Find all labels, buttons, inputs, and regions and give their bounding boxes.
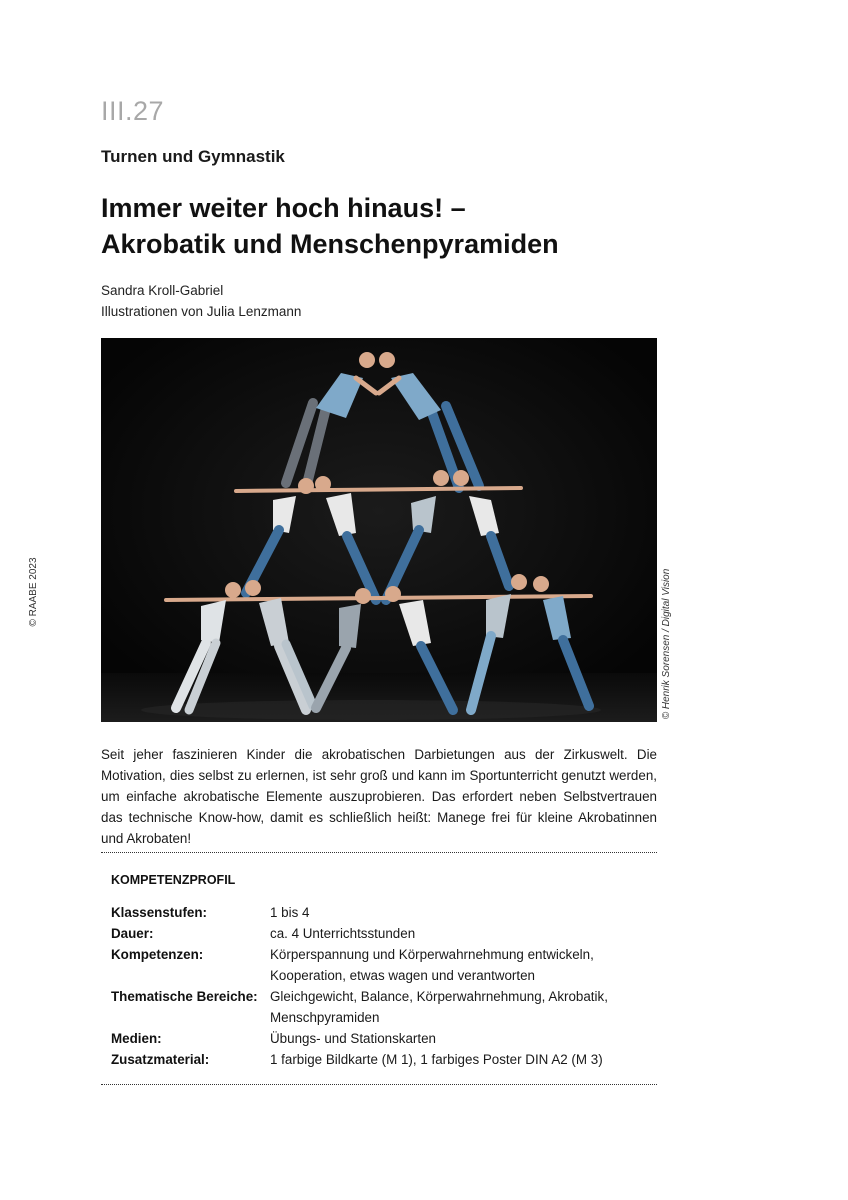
profile-value: Gleichgewicht, Balance, Körperwahrnehmung, Akrobatik, Menschpyramiden [270,989,608,1025]
author-name: Sandra Kroll-Gabriel [101,283,224,298]
profile-value: 1 bis 4 [270,905,310,920]
profile-value: 1 farbige Bildkarte (M 1), 1 farbiges Poster DIN A2 (M 3) [270,1052,603,1067]
pyramid-illustration [101,338,657,722]
profile-value: ca. 4 Unterrichtsstunden [270,926,416,941]
profile-value: Übungs- und Stationskarten [270,1031,436,1046]
illustrator-credit: Illustrationen von Julia Lenzmann [101,304,302,319]
acrobat-pyramid-photo [101,338,657,722]
author-block [101,280,301,322]
intro-paragraph: Seit jeher faszinieren Kinder die akrobatischen Darbietungen aus der Zirkuswelt. Die Motivation, dies selbst zu erlernen, ist sehr groß und kann im Sportunterricht genutzt werden, um einfache akrobatische Elemente auszuprobieren. Das erfordert neben Selbstvertrauen das technische Know-how, damit es schließlich heißt: Manege frei für kleine Akrobatinnen und Akrobaten! [101,747,657,846]
competence-profile [111,902,651,1070]
profile-label: Medien: [111,1031,162,1046]
profile-row-topics [111,986,651,1028]
subject-heading: Turnen und Gymnastik [101,147,285,166]
page-title [101,190,559,262]
profile-heading: KOMPETENZPROFIL [111,873,236,887]
profile-row-extra-material [111,1049,651,1070]
profile-row-media [111,1028,651,1049]
profile-row-competences [111,944,651,986]
title-line-1: Immer weiter hoch hinaus! – [101,193,466,223]
profile-row-duration [111,923,651,944]
profile-row-grades [111,902,651,923]
profile-label: Zusatzmaterial: [111,1052,210,1067]
chapter-code: III.27 [101,96,165,126]
side-copyright: © RAABE 2023 [28,557,39,627]
divider-bottom [101,1084,657,1085]
photo-credit: © Henrik Sorensen / Digital Vision [661,568,672,720]
profile-label: Thematische Bereiche: [111,989,258,1004]
title-line-2: Akrobatik und Menschenpyramiden [101,229,559,259]
divider-top [101,852,657,853]
profile-value: Körperspannung und Körperwahrnehmung entwickeln, Kooperation, etwas wagen und verantworten [270,947,594,983]
profile-label: Klassenstufen: [111,905,207,920]
profile-label: Dauer: [111,926,154,941]
profile-label: Kompetenzen: [111,947,204,962]
